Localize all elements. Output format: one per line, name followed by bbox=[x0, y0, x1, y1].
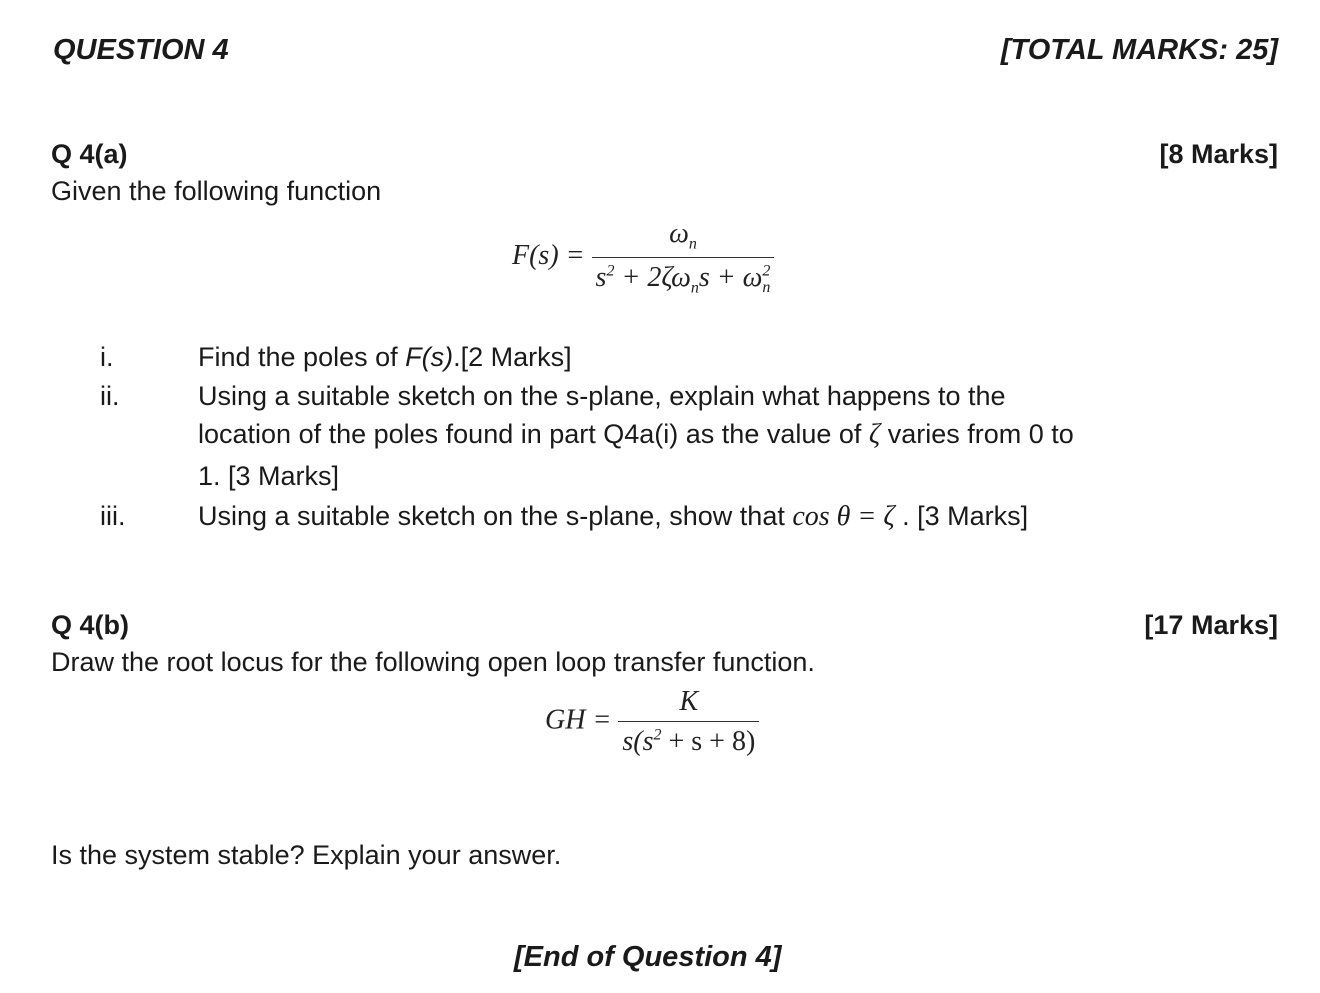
equation-gh-numerator: K bbox=[618, 686, 759, 722]
question-title: QUESTION 4 bbox=[53, 34, 229, 66]
item-i-number: i. bbox=[100, 342, 114, 372]
part-a-intro: Given the following function bbox=[51, 176, 382, 206]
equation-gh-lhs: GH = bbox=[545, 704, 612, 736]
equation-numerator: $\omega_n$ bbox=[592, 218, 775, 258]
part-b-marks: [17 Marks] bbox=[1144, 610, 1278, 640]
item-ii-line1: Using a suitable sketch on the s-plane, explain what happens to the bbox=[198, 381, 1006, 411]
item-ii-line2: location of the poles found in part Q4a(i) as the value of ζ varies from 0 to bbox=[198, 419, 1074, 450]
equation-lhs: F(s) = bbox=[512, 240, 585, 272]
stability-question: Is the system stable? Explain your answer. bbox=[51, 840, 562, 870]
item-ii-number: ii. bbox=[100, 381, 120, 411]
end-of-question: [End of Question 4] bbox=[514, 941, 782, 973]
item-i-text: Find the poles of F(s).[2 Marks] bbox=[198, 342, 572, 372]
part-a-label: Q 4(a) bbox=[51, 139, 128, 169]
item-ii-line3: 1. [3 Marks] bbox=[198, 461, 340, 491]
part-b-intro: Draw the root locus for the following open loop transfer function. bbox=[51, 647, 815, 677]
equation-f-of-s bbox=[512, 218, 774, 297]
total-marks: [TOTAL MARKS: 25] bbox=[1000, 34, 1278, 66]
equation-denominator: $s^2 + 2\zeta\omega_ns + \omega^2_n$ bbox=[595, 261, 771, 297]
cos-theta-equation: cos θ = ζ bbox=[792, 501, 895, 532]
part-a-marks: [8 Marks] bbox=[1159, 139, 1278, 169]
equation-gh bbox=[545, 686, 759, 758]
equation-gh-fraction bbox=[618, 686, 759, 758]
item-iii-text: Using a suitable sketch on the s-plane, show that cos θ = ζ . [3 Marks] bbox=[198, 501, 1029, 532]
equation-gh-denominator: $s(s^2 + s + 8)$ bbox=[622, 726, 756, 757]
item-iii-number: iii. bbox=[100, 501, 126, 531]
part-b-label: Q 4(b) bbox=[51, 610, 129, 640]
equation-fraction bbox=[592, 218, 775, 297]
zeta-symbol: ζ bbox=[868, 419, 881, 450]
